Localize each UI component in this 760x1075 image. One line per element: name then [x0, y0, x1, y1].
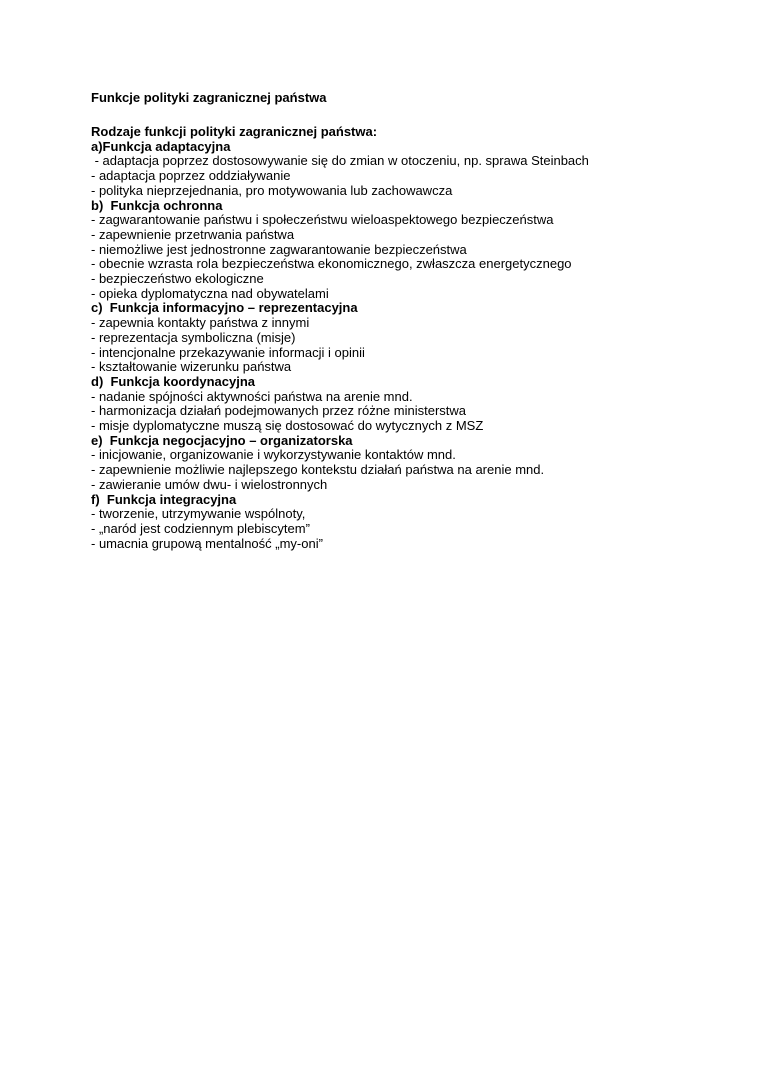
- list-item: - opieka dyplomatyczna nad obywatelami: [91, 285, 329, 301]
- list-item: - tworzenie, utrzymywanie wspólnoty,: [91, 506, 306, 522]
- section-heading: a)Funkcja adaptacyjna: [91, 138, 231, 154]
- list-item: - niemożliwe jest jednostronne zagwarantowanie bezpieczeństwa: [91, 241, 467, 257]
- list-item: - reprezentacja symboliczna (misje): [91, 329, 296, 345]
- document-body: [91, 125, 711, 551]
- list-item: - harmonizacja działań podejmowanych przez różne ministerstwa: [91, 403, 467, 419]
- list-item: - adaptacja poprzez dostosowywanie się do zmian w otoczeniu, np. sprawa Steinbach: [91, 153, 589, 169]
- section-heading: f) Funkcja integracyjna: [91, 491, 237, 507]
- list-item: - polityka nieprzejednania, pro motywowania lub zachowawcza: [91, 182, 453, 198]
- section-heading: c) Funkcja informacyjno – reprezentacyjna: [91, 300, 358, 316]
- section-heading: e) Funkcja negocjacyjno – organizatorska: [91, 432, 353, 448]
- list-item: - zapewnienie przetrwania państwa: [91, 226, 295, 242]
- list-item: - inicjowanie, organizowanie i wykorzystywanie kontaktów mnd.: [91, 447, 456, 463]
- list-item: - kształtowanie wizerunku państwa: [91, 359, 292, 375]
- list-item: - misje dyplomatyczne muszą się dostosować do wytycznych z MSZ: [91, 418, 484, 434]
- list-item: - zapewnia kontakty państwa z innymi: [91, 315, 310, 331]
- list-item: - adaptacja poprzez oddziaływanie: [91, 168, 291, 184]
- list-item: - zagwarantowanie państwu i społeczeństwu wieloaspektowego bezpieczeństwa: [91, 212, 554, 228]
- list-item: - obecnie wzrasta rola bezpieczeństwa ekonomicznego, zwłaszcza energetycznego: [91, 256, 572, 272]
- list-item: - umacnia grupową mentalność „my-oni”: [91, 535, 323, 551]
- document-page: [91, 90, 711, 551]
- list-item: - zawieranie umów dwu- i wielostronnych: [91, 476, 328, 492]
- section-heading: b) Funkcja ochronna: [91, 197, 223, 213]
- spacer: [91, 106, 711, 125]
- list-item: - intencjonalne przekazywanie informacji i opinii: [91, 344, 365, 360]
- list-item: - bezpieczeństwo ekologiczne: [91, 271, 264, 287]
- section-heading: Rodzaje funkcji polityki zagranicznej państwa:: [91, 124, 378, 139]
- list-item: - nadanie spójności aktywności państwa na arenie mnd.: [91, 388, 413, 404]
- section-heading: d) Funkcja koordynacyjna: [91, 373, 255, 389]
- document-title: Funkcje polityki zagranicznej państwa: [91, 90, 327, 105]
- list-item: - zapewnienie możliwie najlepszego kontekstu działań państwa na arenie mnd.: [91, 462, 545, 478]
- list-item: - „naród jest codziennym plebiscytem”: [91, 520, 310, 536]
